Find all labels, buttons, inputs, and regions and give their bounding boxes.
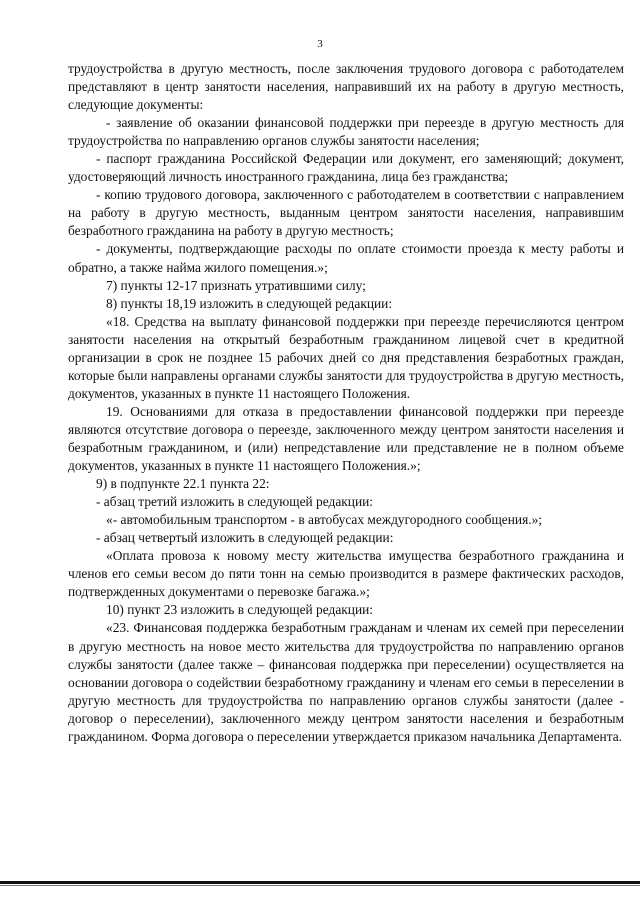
paragraph: 8) пункты 18,19 изложить в следующей редакции: bbox=[106, 295, 393, 311]
paragraph: трудоустройства в другую местность, после заключения трудового договора с работодателем представляют в центр занятости населения, направивший их на работу в другую местность, следующие документы: bbox=[68, 61, 624, 113]
document-body bbox=[68, 60, 624, 746]
paragraph: - заявление об оказании финансовой поддержки при переезде в другую местность для трудоустройства по направлению органов службы занятости населения; bbox=[68, 115, 624, 149]
paragraph: 19. Основаниями для отказа в предоставлении финансовой поддержки при переезде являются отсутствие договора о переезде, заключенного между центром занятости населения и безработным гражданином, и (или) непредставление или представление не в полном объеме документов, указанных в пункте 11 настоящего Положения.»; bbox=[68, 403, 624, 474]
paragraph: 10) пункт 23 изложить в следующей редакции: bbox=[106, 602, 374, 618]
paragraph: «18. Средства на выплату финансовой поддержки при переезде перечисляются центром занятости населения на открытый безработным гражданином лицевой счет в кредитной организации в срок не позднее 15 рабочих дней со дня представления безработных граждан, которые были направлены органами службы занятости для трудоустройства в другую местность, документов, указанных в пункте 11 настоящего Положения. bbox=[68, 313, 624, 401]
paragraph: - документы, подтверждающие расходы по оплате стоимости проезда к месту работы и обратно, а также найма жилого помещения.»; bbox=[68, 241, 624, 275]
paragraph: 7) пункты 12-17 признать утратившими силу; bbox=[106, 277, 366, 293]
scan-edge-rule-thin bbox=[0, 885, 640, 886]
paragraph: «23. Финансовая поддержка безработным гражданам и членам их семей при переселении в другую местность на новое место жительства для трудоустройства по направлению органов службы занятости (далее также – финансовая поддержка при переселении) осуществляется на основании договора о содействии безработному гражданину и членам его семьи в переселении в другую местность для трудоустройства по направлению органов службы занятости (далее - договор о переселении), заключенного между центром занятости населения и безработным гражданином. Форма договора о переселении утверждается приказом начальника Департамента. bbox=[68, 620, 624, 744]
paragraph: 9) в подпункте 22.1 пункта 22: bbox=[96, 476, 270, 492]
page-number: 3 bbox=[317, 38, 323, 50]
paragraph: «Оплата провоза к новому месту жительства имущества безработного гражданина и членов его семьи весом до пяти тонн на семью производится в размере фактических расходов, подтвержденных документами о перевозке багажа.»; bbox=[68, 548, 624, 600]
paragraph: - абзац четвертый изложить в следующей редакции: bbox=[96, 530, 394, 546]
paragraph: - абзац третий изложить в следующей редакции: bbox=[96, 494, 374, 510]
paragraph: - копию трудового договора, заключенного с работодателем в соответствии с направлением на работу в другую местность, выданным центром занятости населения, направившим безработного гражданина на работу в другую местность; bbox=[68, 187, 624, 239]
scan-edge-rule bbox=[0, 881, 640, 884]
paragraph: «- автомобильным транспортом - в автобусах междугородного сообщения.»; bbox=[106, 512, 542, 528]
paragraph: - паспорт гражданина Российской Федерации или документ, его заменяющий; документ, удостоверяющий личность иностранного гражданина, лица без гражданства; bbox=[68, 151, 624, 185]
